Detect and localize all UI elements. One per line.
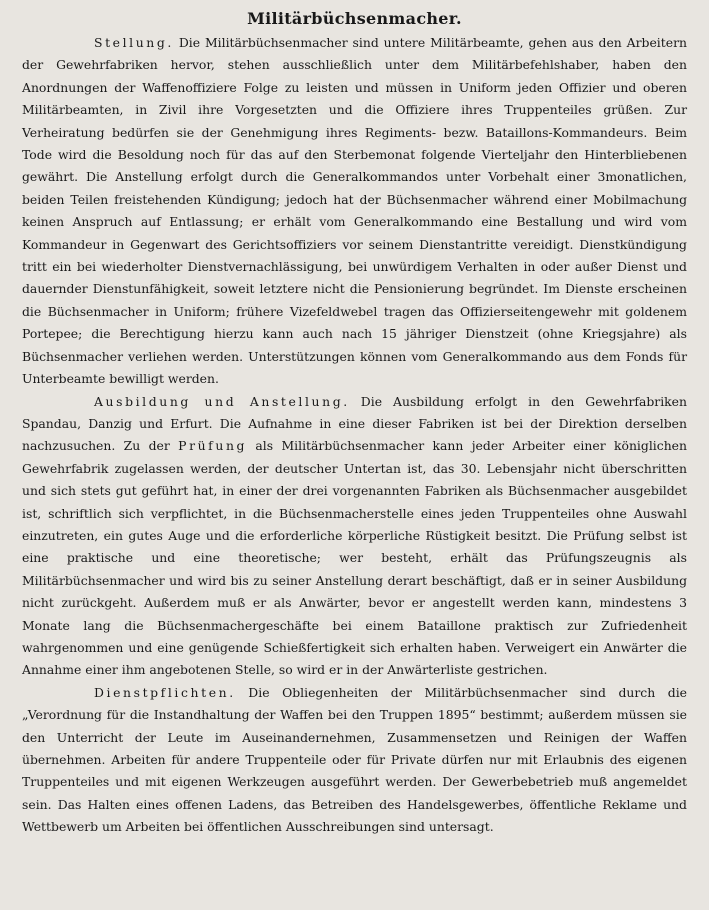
section-text-dienstpflichten: Die Obliegenheiten der Militärbüchsenmacher sind durch die „Verordnung für die Instandhaltung der Waffen bei den Truppen 1895“ bestimmt; außerdem müssen sie den Unterricht der Leute im Auseinandernehmen, Zusammensetzen und Reinigen der Waffen übernehmen. Arbeiten für andere Truppenteile oder für Private dürfen nur mit Erlaubnis des eigenen Truppenteiles und mit eigenen Werkzeugen ausgeführt werden. Der Gewerbebetrieb muß angemeldet sein. Das Halten eines offenen Ladens, das Betreiben des Handelsgewerbes, öffentliche Reklame und Wettbewerb um Arbeiten bei öffentlichen Ausschreibungen sind untersagt. <box>22 684 687 835</box>
section-dienstpflichten <box>22 682 687 839</box>
document-title: Militärbüchsenmacher. <box>247 9 462 28</box>
inline-spaced-pruefung: Prüfung <box>178 438 248 454</box>
section-ausbildung <box>22 391 687 682</box>
section-text-ausbildung-part-1: Die Ausbildung erfolgt in den Gewehrfabriken Spandau, Danzig und Erfurt. Die Aufnahme in eine dieser Fabriken ist bei der Direktion derselben nachzusuchen. Zu der <box>22 393 687 454</box>
section-heading-dienstpflichten: Dienstpflichten. <box>94 684 236 700</box>
section-heading-ausbildung: Ausbildung und Anstellung. <box>94 393 350 409</box>
section-text-ausbildung-part-2: als Militärbüchsenmacher kann jeder Arbeiter einer königlichen Gewehrfabrik zugelassen werden, der deutscher Untertan ist, das 30. Lebensjahr nicht überschritten und sich stets gut geführt hat, in einer der drei vorgenannten Fabriken als Büchsenmacher ausgebildet ist, schriftlich sich verpflichtet, in die Büchsenmacherstelle eines jeden Truppenteiles ohne Auswahl einzutreten, ein gutes Auge und die erforderliche körperliche Rüstigkeit besitzt. Die Prüfung selbst ist eine praktische und eine theoretische; wer besteht, erhält das Prüfungszeugnis als Militärbüchsenmacher und wird bis zu seiner Anstellung derart beschäftigt, daß er in seiner Ausbildung nicht zurückgeht. Außerdem muß er als Anwärter, bevor er angestellt werden kann, mindestens 3 Monate lang die Büchsenmachergeschäfte bei einem Bataillone praktisch zur Zufriedenheit wahrgenommen und eine genügende Schießfertigkeit sich erhalten haben. Verweigert ein Anwärter die Annahme einer ihm angebotenen Stelle, so wird er in der Anwärterliste gestrichen. <box>22 438 687 678</box>
section-stellung <box>22 32 687 391</box>
section-heading-stellung: Stellung. <box>94 35 174 50</box>
section-text-stellung: Die Militärbüchsenmacher sind untere Militärbeamte, gehen aus den Arbeitern der Gewehrfabriken hervor, stehen ausschließlich unter dem Militärbefehlshaber, haben den Anordnungen der Waffenoffiziere Folge zu leisten und müssen in Uniform jeden Offizier und oberen Militärbeamten, in Zivil ihre Vorgesetzten und die Offiziere ihres Truppenteiles grüßen. Zur Verheiratung bedürfen sie der Genehmigung ihres Regiments- bezw. Bataillons-Kommandeurs. Beim Tode wird die Besoldung noch für das auf den Sterbemonat folgende Vierteljahr den Hinterbliebenen gewährt. Die Anstellung erfolgt durch die Generalkommandos unter Vorbehalt einer 3monatlichen, beiden Teilen freistehenden Kündigung; jedoch hat der Büchsenmacher während einer Mobilmachung keinen Anspruch auf Entlassung; er erhält vom Generalkommando eine Bestallung und wird vom Kommandeur in Gegenwart des Gerichtsoffiziers vor seinem Dienstantritte vereidigt. Dienstkündigung tritt ein bei wiederholter Dienstvernachlässigung, bei unwürdigem Verhalten in oder außer Dienst und dauernder Dienstunfähigkeit, soweit letztere nicht die Pensionierung begründet. Im Dienste erscheinen die Büchsenmacher in Uniform; frühere Vizefeldwebel tragen das Offizierseitengewehr mit goldenem Portepee; die Berechtigung hierzu kann auch nach 15 jähriger Dienstzeit (ohne Kriegsjahre) als Büchsenmacher verliehen werden. Unterstützungen können vom Generalkommando aus dem Fonds für Unterbeamte bewilligt werden. <box>22 35 687 387</box>
